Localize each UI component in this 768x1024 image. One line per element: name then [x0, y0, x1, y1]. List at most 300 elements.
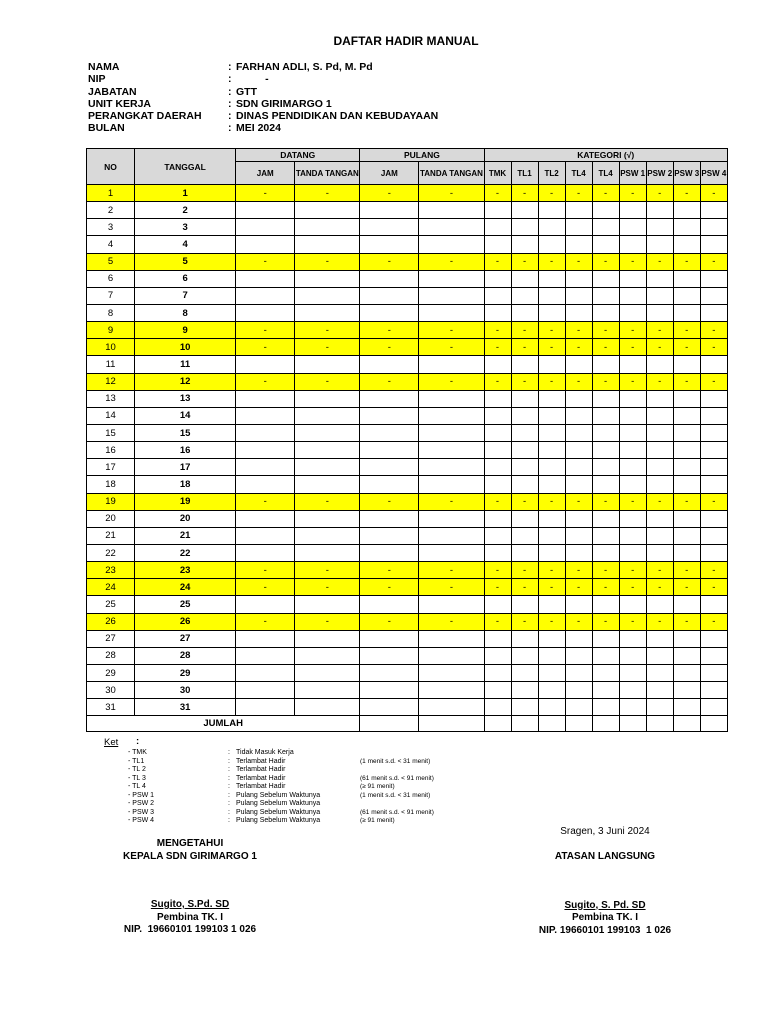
day-cell — [565, 664, 592, 681]
info-colon: : — [228, 122, 232, 135]
day-cell: - — [236, 493, 295, 510]
day-cell — [646, 304, 673, 321]
day-cell — [673, 407, 700, 424]
day-no: 5 — [87, 253, 135, 270]
day-cell — [419, 699, 484, 716]
day-cell: - — [236, 373, 295, 390]
legend-code: - TL 4 — [128, 783, 146, 790]
table-row — [87, 304, 728, 321]
day-cell — [236, 407, 295, 424]
day-cell — [360, 510, 419, 527]
day-cell — [619, 287, 646, 304]
day-no: 11 — [87, 356, 135, 373]
day-no: 8 — [87, 304, 135, 321]
day-tanggal: 4 — [135, 236, 236, 253]
day-cell: - — [360, 493, 419, 510]
day-cell — [538, 390, 565, 407]
day-cell — [592, 510, 619, 527]
day-cell — [646, 356, 673, 373]
day-cell: - — [419, 562, 484, 579]
day-cell: - — [295, 613, 360, 630]
day-cell — [236, 596, 295, 613]
day-cell — [511, 442, 538, 459]
day-cell — [538, 219, 565, 236]
day-cell — [511, 202, 538, 219]
day-cell — [592, 424, 619, 441]
day-cell — [295, 630, 360, 647]
legend-desc: Terlambat Hadir — [236, 774, 286, 782]
day-tanggal: 20 — [135, 510, 236, 527]
left-sig-line1: MENGETAHUI — [156, 838, 224, 849]
day-cell — [484, 459, 511, 476]
day-cell — [511, 287, 538, 304]
header-datang: DATANG — [236, 149, 360, 162]
day-cell — [673, 424, 700, 441]
info-row-jabatan — [88, 86, 438, 98]
day-cell — [236, 544, 295, 561]
day-no: 22 — [87, 544, 135, 561]
jumlah-cell — [673, 716, 700, 732]
legend-colon: : — [228, 817, 230, 824]
day-cell — [360, 699, 419, 716]
day-cell: - — [419, 185, 484, 202]
day-cell — [360, 202, 419, 219]
day-cell — [236, 202, 295, 219]
jumlah-cell — [511, 716, 538, 732]
day-cell: - — [295, 493, 360, 510]
day-tanggal: 10 — [135, 339, 236, 356]
day-cell: - — [619, 613, 646, 630]
day-cell: - — [673, 253, 700, 270]
table-row — [87, 630, 728, 647]
day-cell — [673, 682, 700, 699]
day-cell — [360, 287, 419, 304]
header-datang-jam: JAM — [236, 162, 295, 185]
day-cell — [565, 202, 592, 219]
day-cell — [565, 630, 592, 647]
day-cell — [592, 682, 619, 699]
jumlah-cell — [419, 716, 484, 732]
table-row — [87, 647, 728, 664]
day-cell — [646, 442, 673, 459]
table-row — [87, 339, 728, 356]
day-cell — [484, 356, 511, 373]
day-tanggal: 29 — [135, 664, 236, 681]
day-tanggal: 8 — [135, 304, 236, 321]
day-cell — [619, 664, 646, 681]
day-cell — [511, 236, 538, 253]
legend-item — [128, 783, 434, 792]
day-cell: - — [511, 613, 538, 630]
day-cell — [700, 270, 727, 287]
legend-code: - PSW 4 — [128, 817, 155, 824]
day-no: 29 — [87, 664, 135, 681]
day-cell: - — [538, 613, 565, 630]
day-cell — [236, 356, 295, 373]
day-cell — [646, 699, 673, 716]
day-cell: - — [700, 613, 727, 630]
header-kategori: KATEGORI (√) — [484, 149, 728, 162]
legend-desc: Terlambat Hadir — [236, 783, 286, 790]
day-cell: - — [236, 185, 295, 202]
legend-note: (1 menit s.d. < 31 menit) — [360, 757, 431, 765]
header-kat-psw1: PSW 1 — [619, 162, 646, 185]
day-cell — [619, 510, 646, 527]
legend-code: - PSW 3 — [128, 808, 155, 816]
day-cell — [646, 219, 673, 236]
day-cell — [619, 390, 646, 407]
day-cell — [360, 356, 419, 373]
day-cell — [619, 527, 646, 544]
day-cell — [360, 219, 419, 236]
day-cell — [236, 459, 295, 476]
day-cell: - — [419, 493, 484, 510]
day-cell — [360, 596, 419, 613]
day-cell — [484, 407, 511, 424]
day-cell — [619, 699, 646, 716]
day-cell — [419, 236, 484, 253]
day-cell: - — [419, 322, 484, 339]
day-cell: - — [619, 493, 646, 510]
day-cell: - — [419, 579, 484, 596]
day-cell: - — [360, 613, 419, 630]
day-cell: - — [538, 185, 565, 202]
day-cell — [360, 390, 419, 407]
day-cell — [700, 699, 727, 716]
info-value: - — [236, 73, 269, 86]
day-cell — [295, 510, 360, 527]
day-cell — [484, 236, 511, 253]
day-cell — [700, 356, 727, 373]
table-row — [87, 562, 728, 579]
day-cell — [419, 664, 484, 681]
day-tanggal: 3 — [135, 219, 236, 236]
left-sig-nip: NIP. 19660101 199103 1 026 — [123, 924, 257, 935]
day-cell — [646, 476, 673, 493]
day-cell — [673, 304, 700, 321]
day-tanggal: 22 — [135, 544, 236, 561]
day-cell: - — [484, 253, 511, 270]
day-cell: - — [592, 493, 619, 510]
day-cell — [700, 544, 727, 561]
day-cell — [484, 682, 511, 699]
day-cell — [673, 287, 700, 304]
day-cell — [360, 544, 419, 561]
day-cell — [700, 596, 727, 613]
day-cell: - — [565, 322, 592, 339]
info-colon: : — [228, 110, 232, 123]
day-cell — [484, 664, 511, 681]
day-cell — [565, 356, 592, 373]
day-cell — [511, 407, 538, 424]
day-cell — [295, 596, 360, 613]
day-cell — [484, 304, 511, 321]
day-cell — [236, 287, 295, 304]
day-cell: - — [646, 253, 673, 270]
legend-colon: : — [228, 749, 230, 756]
left-sig-rank: Pembina TK. I — [156, 911, 224, 923]
day-cell: - — [538, 322, 565, 339]
jumlah-cell — [592, 716, 619, 732]
day-cell — [673, 442, 700, 459]
day-cell — [360, 236, 419, 253]
header-pulang-tanda-tangan: TANDA TANGAN — [419, 162, 484, 185]
day-cell — [592, 202, 619, 219]
header-kat-psw3: PSW 3 — [673, 162, 700, 185]
day-cell — [673, 527, 700, 544]
jumlah-row — [87, 716, 728, 732]
right-sig-name: Sugito, S. Pd. SD — [564, 899, 646, 911]
day-cell: - — [673, 373, 700, 390]
day-cell: - — [619, 562, 646, 579]
day-cell: - — [538, 562, 565, 579]
day-cell: - — [360, 185, 419, 202]
day-cell — [538, 407, 565, 424]
day-cell — [592, 287, 619, 304]
header-kat-psw2: PSW 2 — [646, 162, 673, 185]
day-tanggal: 12 — [135, 373, 236, 390]
day-cell — [673, 544, 700, 561]
day-tanggal: 7 — [135, 287, 236, 304]
day-cell: - — [295, 373, 360, 390]
day-cell: - — [360, 373, 419, 390]
day-cell: - — [592, 185, 619, 202]
day-cell: - — [592, 562, 619, 579]
day-cell: - — [619, 253, 646, 270]
day-no: 3 — [87, 219, 135, 236]
day-cell — [511, 304, 538, 321]
day-cell — [236, 236, 295, 253]
day-cell — [538, 596, 565, 613]
day-no: 23 — [87, 562, 135, 579]
table-row — [87, 219, 728, 236]
day-cell — [565, 407, 592, 424]
info-value: MEI 2024 — [236, 122, 281, 135]
day-cell — [565, 544, 592, 561]
day-no: 1 — [87, 185, 135, 202]
day-cell — [538, 424, 565, 441]
day-cell: - — [360, 339, 419, 356]
day-cell — [511, 664, 538, 681]
day-cell — [673, 664, 700, 681]
day-cell: - — [700, 373, 727, 390]
table-row — [87, 424, 728, 441]
day-cell — [592, 527, 619, 544]
day-cell — [700, 236, 727, 253]
day-cell — [484, 390, 511, 407]
day-cell: - — [565, 253, 592, 270]
day-cell — [646, 664, 673, 681]
day-cell — [295, 270, 360, 287]
day-cell — [592, 459, 619, 476]
day-cell — [236, 390, 295, 407]
day-cell — [484, 424, 511, 441]
day-cell — [592, 476, 619, 493]
table-row — [87, 459, 728, 476]
jumlah-label: JUMLAH — [87, 716, 360, 732]
day-cell — [673, 219, 700, 236]
day-cell — [295, 664, 360, 681]
day-cell — [295, 304, 360, 321]
header-kat-tmk: TMK — [484, 162, 511, 185]
day-cell — [592, 699, 619, 716]
day-cell — [592, 407, 619, 424]
table-row — [87, 544, 728, 561]
day-cell — [673, 630, 700, 647]
info-row-bulan — [88, 122, 438, 134]
day-cell — [673, 236, 700, 253]
legend-colon: : — [228, 783, 230, 790]
right-sig-nip: NIP. 19660101 199103 1 026 — [538, 924, 672, 936]
day-cell — [646, 630, 673, 647]
day-cell — [484, 596, 511, 613]
header-no: NO — [87, 149, 135, 185]
header-kat-psw4: PSW 4 — [700, 162, 727, 185]
day-cell — [295, 287, 360, 304]
day-cell — [360, 442, 419, 459]
legend-desc: Pulang Sebelum Waktunya — [236, 800, 321, 807]
header-kat-tl2: TL2 — [538, 162, 565, 185]
day-tanggal: 5 — [135, 253, 236, 270]
ket-colon: : — [136, 736, 140, 747]
day-cell — [419, 442, 484, 459]
info-key: PERANGKAT DAERAH — [88, 110, 202, 123]
day-cell — [538, 442, 565, 459]
header-pulang-jam: JAM — [360, 162, 419, 185]
day-cell: - — [673, 562, 700, 579]
day-no: 9 — [87, 322, 135, 339]
legend-code: - TL 3 — [128, 774, 146, 782]
day-cell — [511, 699, 538, 716]
info-key: JABATAN — [88, 85, 137, 98]
day-cell: - — [360, 562, 419, 579]
day-cell — [484, 699, 511, 716]
day-cell — [295, 442, 360, 459]
day-cell: - — [646, 613, 673, 630]
header-kat-tl1: TL1 — [511, 162, 538, 185]
legend-colon: : — [228, 791, 230, 799]
day-cell — [360, 304, 419, 321]
day-cell — [484, 544, 511, 561]
day-cell — [646, 682, 673, 699]
day-cell — [700, 510, 727, 527]
info-value: DINAS PENDIDIKAN DAN KEBUDAYAAN — [236, 110, 439, 123]
table-row — [87, 253, 728, 270]
day-cell: - — [700, 339, 727, 356]
day-cell — [538, 287, 565, 304]
day-cell: - — [673, 613, 700, 630]
day-cell — [484, 287, 511, 304]
day-cell: - — [646, 579, 673, 596]
day-cell — [700, 202, 727, 219]
day-cell — [484, 442, 511, 459]
day-cell — [592, 236, 619, 253]
day-cell: - — [619, 339, 646, 356]
day-cell — [619, 356, 646, 373]
table-row — [87, 664, 728, 681]
day-no: 17 — [87, 459, 135, 476]
day-cell — [565, 699, 592, 716]
day-cell: - — [565, 185, 592, 202]
day-cell: - — [565, 339, 592, 356]
day-cell — [419, 630, 484, 647]
day-cell — [511, 476, 538, 493]
table-row — [87, 442, 728, 459]
info-colon: : — [228, 61, 232, 73]
day-cell: - — [484, 562, 511, 579]
day-cell — [419, 544, 484, 561]
day-cell: - — [700, 493, 727, 510]
day-cell — [646, 390, 673, 407]
info-value: GTT — [236, 85, 257, 98]
day-cell — [619, 682, 646, 699]
day-tanggal: 23 — [135, 562, 236, 579]
day-cell: - — [646, 185, 673, 202]
day-tanggal: 13 — [135, 390, 236, 407]
day-tanggal: 28 — [135, 647, 236, 664]
day-cell — [511, 356, 538, 373]
day-cell: - — [538, 373, 565, 390]
info-key: NIP — [88, 73, 106, 86]
day-tanggal: 9 — [135, 322, 236, 339]
day-cell: - — [592, 579, 619, 596]
day-cell — [565, 424, 592, 441]
day-cell — [511, 682, 538, 699]
day-cell — [646, 236, 673, 253]
day-cell — [360, 270, 419, 287]
day-cell: - — [511, 373, 538, 390]
right-sig-rank: Pembina TK. I — [571, 912, 639, 923]
day-cell — [419, 390, 484, 407]
day-cell — [592, 544, 619, 561]
legend-item — [128, 792, 434, 801]
day-cell — [538, 304, 565, 321]
day-cell: - — [484, 339, 511, 356]
table-row — [87, 699, 728, 716]
day-cell — [236, 476, 295, 493]
day-cell — [295, 476, 360, 493]
day-cell — [538, 664, 565, 681]
legend-colon: : — [228, 757, 230, 765]
day-cell — [646, 544, 673, 561]
day-cell: - — [646, 373, 673, 390]
header-row-top — [87, 149, 728, 162]
legend-desc: Pulang Sebelum Waktunya — [236, 817, 321, 824]
day-cell: - — [592, 613, 619, 630]
day-tanggal: 26 — [135, 613, 236, 630]
day-tanggal: 19 — [135, 493, 236, 510]
day-cell — [565, 476, 592, 493]
day-no: 31 — [87, 699, 135, 716]
day-cell — [673, 699, 700, 716]
day-no: 27 — [87, 630, 135, 647]
header-pulang: PULANG — [360, 149, 484, 162]
info-key: UNIT KERJA — [88, 97, 152, 110]
day-cell — [673, 202, 700, 219]
legend-note: (61 menit s.d. < 91 menit) — [360, 808, 434, 816]
day-cell — [511, 647, 538, 664]
day-tanggal: 30 — [135, 682, 236, 699]
day-cell: - — [673, 339, 700, 356]
day-cell: - — [511, 253, 538, 270]
day-cell: - — [538, 253, 565, 270]
day-cell — [673, 356, 700, 373]
day-cell — [419, 459, 484, 476]
day-cell — [419, 476, 484, 493]
legend-item — [128, 809, 434, 818]
ket-label: Ket — [104, 737, 119, 748]
day-cell — [295, 424, 360, 441]
